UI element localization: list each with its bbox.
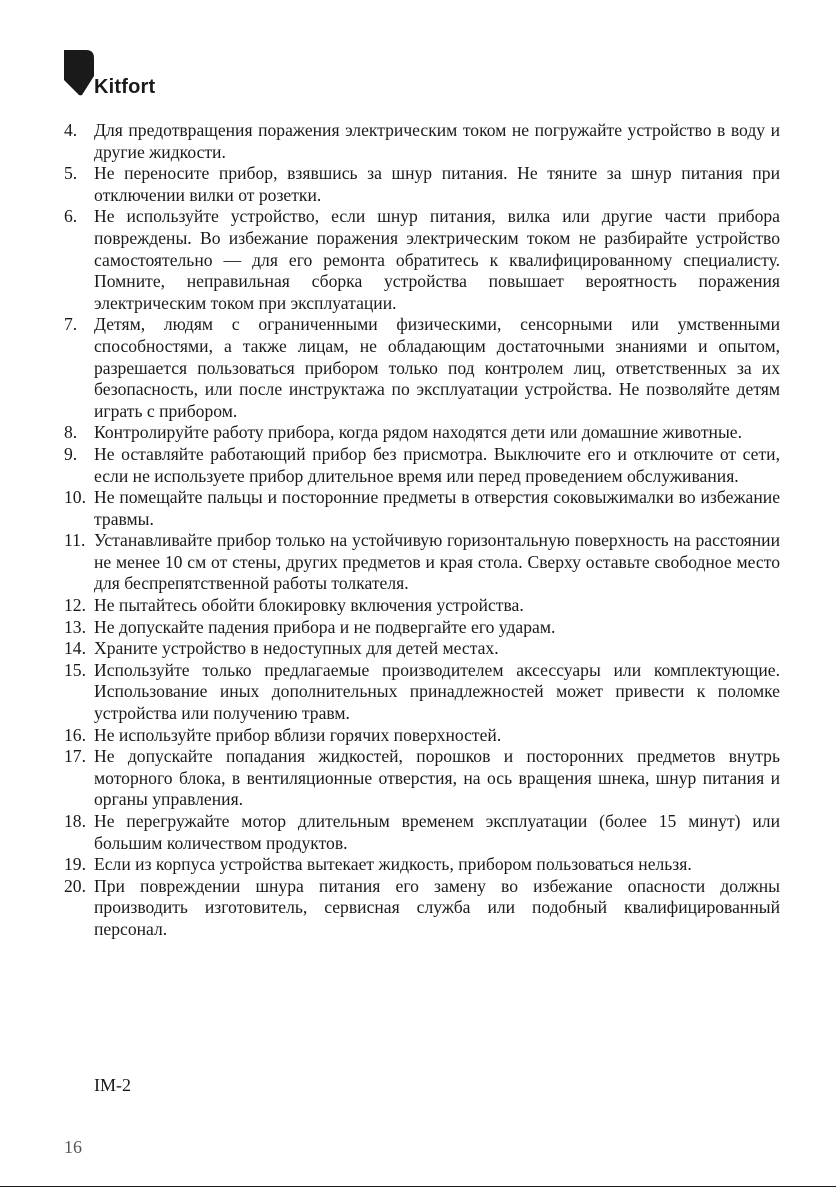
item-text: Не допускайте падения прибора и не подвергайте его ударам.	[94, 616, 556, 637]
item-number: 13.	[64, 616, 86, 637]
list-item	[64, 617, 780, 639]
footer-divider	[0, 1186, 836, 1187]
list-item	[64, 487, 780, 530]
list-item	[64, 638, 780, 660]
item-text: Не используйте прибор вблизи горячих поверхностей.	[94, 724, 502, 745]
list-item	[64, 876, 780, 941]
list-item	[64, 206, 780, 314]
item-number: 5.	[64, 163, 78, 184]
safety-instructions	[64, 120, 780, 941]
list-item	[64, 595, 780, 617]
item-text: При повреждении шнура питания его замену во избежание опасности должны производить изготовитель, сервисная служба или подобный квалифицированный персонал.	[94, 875, 780, 939]
list-item	[64, 854, 780, 876]
item-text: Не допускайте попадания жидкостей, порошков и посторонних предметов внутрь моторного блока, в вентиляционные отверстия, на ось вращения шнека, шнур питания и органы управления.	[94, 746, 780, 810]
item-text: Детям, людям с ограниченными физическими, сенсорными или умственными способностями, а также лицам, не обладающим достаточными знаниями и опытом, разрешается пользоваться прибором только под контролем лиц, ответственных за их безопасность, или после инструктажа по эксплуатации устройства. Не позволяйте детям играть с прибором.	[94, 314, 780, 421]
item-number: 6.	[64, 206, 78, 227]
item-text: Храните устройство в недоступных для детей местах.	[94, 638, 499, 659]
item-text: Не перегружайте мотор длительным временем эксплуатации (более 15 минут) или большим количеством продуктов.	[94, 811, 780, 853]
item-text: Используйте только предлагаемые производителем аксессуары или комплектующие. Использование иных дополнительных принадлежностей может привести к поломке устройства или получению травм.	[94, 659, 780, 724]
item-text: Не оставляйте работающий прибор без присмотра. Выключите его и отключите от сети, если не используете прибор длительное время или перед проведением обслуживания.	[94, 443, 780, 486]
list-item	[64, 422, 780, 444]
list-item	[64, 444, 780, 487]
rules-list	[64, 120, 780, 941]
item-number: 10.	[64, 487, 86, 508]
list-item	[64, 660, 780, 725]
list-item	[64, 811, 780, 854]
brand-logo	[64, 50, 155, 96]
item-text: Не переносите прибор, взявшись за шнур питания. Не тяните за шнур питания при отключении вилки от розетки.	[94, 163, 780, 205]
page-number: 16	[64, 1137, 82, 1157]
item-number: 12.	[64, 595, 86, 616]
item-number: 18.	[64, 811, 86, 831]
item-number: 16.	[64, 724, 86, 745]
item-number: 17.	[64, 746, 86, 767]
item-number: 11.	[64, 530, 86, 551]
item-text: Для предотвращения поражения электрическим током не погружайте устройство в воду и другие жидкости.	[94, 120, 780, 162]
list-item	[64, 314, 780, 422]
item-number: 15.	[64, 659, 86, 680]
item-number: 8.	[64, 422, 78, 443]
item-number: 4.	[64, 120, 78, 140]
item-text: Контролируйте работу прибора, когда рядом находятся дети или домашние животные.	[94, 422, 742, 443]
item-text: Устанавливайте прибор только на устойчивую горизонтальную поверхность на расстоянии не менее 10 см от стены, других предметов и края стола. Сверху оставьте свободное место для беспрепятственной работы толкателя.	[94, 530, 780, 594]
model-code: IM-2	[94, 1075, 131, 1095]
list-item	[64, 530, 780, 595]
list-item	[64, 120, 780, 163]
item-number: 7.	[64, 314, 78, 335]
list-item	[64, 725, 780, 747]
item-number: 9.	[64, 443, 78, 464]
item-number: 19.	[64, 854, 86, 875]
item-number: 14.	[64, 638, 86, 659]
item-number: 20.	[64, 875, 86, 896]
item-text: Не помещайте пальцы и посторонние предметы в отверстия соковыжималки во избежание травмы.	[94, 487, 780, 529]
list-item	[64, 746, 780, 811]
list-item	[64, 163, 780, 206]
item-text: Если из корпуса устройства вытекает жидкость, прибором пользоваться нельзя.	[94, 854, 692, 875]
item-text: Не пытайтесь обойти блокировку включения устройства.	[94, 595, 524, 616]
item-text: Не используйте устройство, если шнур питания, вилка или другие части прибора повреждены. Во избежание поражения электрическим током не разбирайте устройство самостоятельно — для его ремонта обратитесь к квалифицированному специалисту. Помните, неправильная сборка устройства повышает вероятность поражения электрическим током при эксплуатации.	[94, 206, 780, 313]
brand-name: Kitfort	[94, 76, 156, 98]
kitfort-logo-mark-icon	[64, 50, 94, 96]
